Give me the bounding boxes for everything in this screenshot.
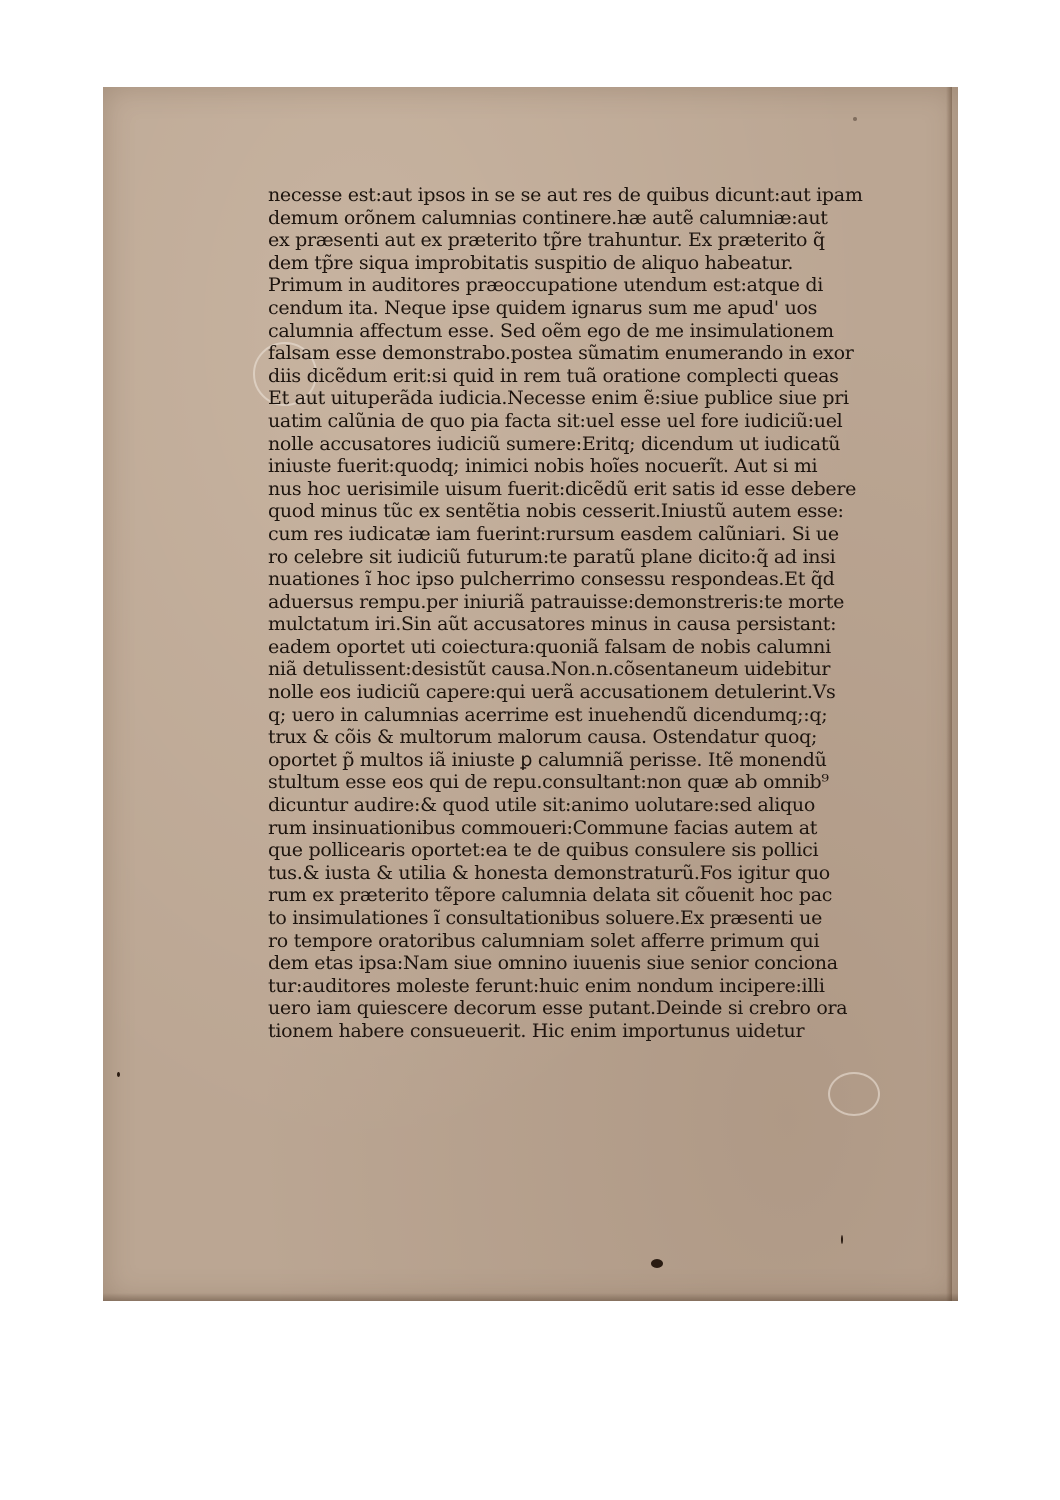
ink-speck bbox=[651, 1259, 663, 1268]
text-line: niã detulissent:desistũt causa.Non.n.cõsentaneum uidebitur bbox=[268, 658, 831, 681]
text-line: uero iam quiescere decorum esse putant.Deinde si crebro ora bbox=[268, 997, 848, 1020]
text-line: demum orõnem calumnias continere.hæ autẽ calumniæ:aut bbox=[268, 206, 828, 229]
text-line: dem etas ipsa:Nam siue omnino iuuenis siue senior conciona bbox=[268, 952, 838, 975]
text-line: to insimulationes ĩ consultationibus soluere.Ex præsenti ue bbox=[268, 907, 823, 929]
text-line: Et aut uituperãda iudicia.Necesse enim ẽ:siue publice siue pri bbox=[268, 387, 849, 410]
text-line: ex præsenti aut ex præterito tp̃re trahuntur. Ex præterito q̃ bbox=[268, 229, 825, 252]
page-edge-shadow bbox=[946, 87, 952, 1301]
text-line: nus hoc uerisimile uisum fuerit:dicẽdũ erit satis id esse debere bbox=[268, 477, 857, 500]
text-line: q; uero in calumnias acerrime est inuehendũ dicendumq;:q; bbox=[268, 703, 828, 726]
text-line: dem tp̃re siqua improbitatis suspitio de aliquo habeatur. bbox=[268, 251, 794, 274]
ink-speck bbox=[117, 1072, 120, 1077]
text-line: tionem habere consueuerit. Hic enim importunus uidetur bbox=[268, 1019, 805, 1042]
text-line: aduersus rempu.per iniuriã patrauisse:demonstreris:te morte bbox=[268, 590, 845, 613]
text-line: tur:auditores moleste ferunt:huic enim nondum incipere:illi bbox=[268, 974, 825, 997]
text-line: calumnia affectum esse. Sed oẽm ego de me insimulationem bbox=[268, 319, 834, 342]
text-line: iniuste fuerit:quodq; inimici nobis hoĩes nocuerĩt. Aut si mi bbox=[268, 455, 818, 478]
text-line: rum ex præterito tẽpore calumnia delata sit cõuenit hoc pac bbox=[268, 884, 833, 907]
text-line: quod minus tũc ex sentẽtia nobis cesserit.Iniustũ autem esse: bbox=[268, 500, 844, 523]
text-line: Primum in auditores præoccupatione utendum est:atque di bbox=[268, 274, 824, 297]
text-line: rum insinuationibus commoueri:Commune facias autem at bbox=[268, 816, 818, 839]
text-line: cendum ita. Neque ipse quidem ignarus sum me apud' uos bbox=[268, 296, 818, 319]
text-line: oportet p̃ multos iã iniuste ꝑ calumniã perisse. Itẽ monendũ bbox=[268, 748, 827, 771]
text-line: diis dicẽdum erit:si quid in rem tuã oratione complecti queas bbox=[268, 364, 839, 387]
text-line: trux & cõis & multorum malorum causa. Ostendatur quoq; bbox=[268, 726, 818, 749]
page-bottom-shadow bbox=[103, 1293, 958, 1301]
ink-speck bbox=[853, 117, 857, 121]
text-line: nolle accusatores iudiciũ sumere:Eritq; dicendum ut iudicatũ bbox=[268, 432, 841, 455]
text-line: dicuntur audire:& quod utile sit:animo uolutare:sed aliquo bbox=[268, 794, 815, 817]
text-line: tus.& iusta & utilia & honesta demonstraturũ.Fos igitur quo bbox=[268, 861, 830, 884]
text-line: ro celebre sit iudiciũ futurum:te paratũ plane dicito:q̃ ad insi bbox=[268, 545, 836, 568]
text-line: cum res iudicatæ iam fuerint:rursum easdem calũniari. Si ue bbox=[268, 522, 839, 545]
text-line: necesse est:aut ipsos in se se aut res de quibus dicunt:aut ipam bbox=[268, 184, 863, 206]
text-line: que pollicearis oportet:ea te de quibus consulere sis pollici bbox=[268, 839, 819, 862]
ink-speck bbox=[841, 1235, 843, 1244]
printed-text-block bbox=[268, 184, 883, 1043]
text-line: nuationes ĩ hoc ipso pulcherrimo consessu respondeas.Et q̃d bbox=[268, 568, 835, 591]
text-line: mulctatum iri.Sin aũt accusatores minus in causa persistant: bbox=[268, 613, 837, 636]
text-line: eadem oportet uti coiectura:quoniã falsam de nobis calumni bbox=[268, 635, 831, 658]
text-line: falsam esse demonstrabo.postea sũmatim enumerando in exor bbox=[268, 342, 854, 365]
text-line: stultum esse eos qui de repu.consultant:non quæ ab omnib⁹ bbox=[268, 771, 829, 794]
text-line: uatim calũnia de quo pia facta sit:uel esse uel fore iudiciũ:uel bbox=[268, 409, 843, 432]
scanned-page bbox=[103, 87, 958, 1301]
library-stamp bbox=[828, 1072, 880, 1116]
text-line: ro tempore oratoribus calumniam solet afferre primum qui bbox=[268, 929, 820, 952]
text-line: nolle eos iudiciũ capere:qui uerã accusationem detulerint.Vs bbox=[268, 681, 836, 704]
